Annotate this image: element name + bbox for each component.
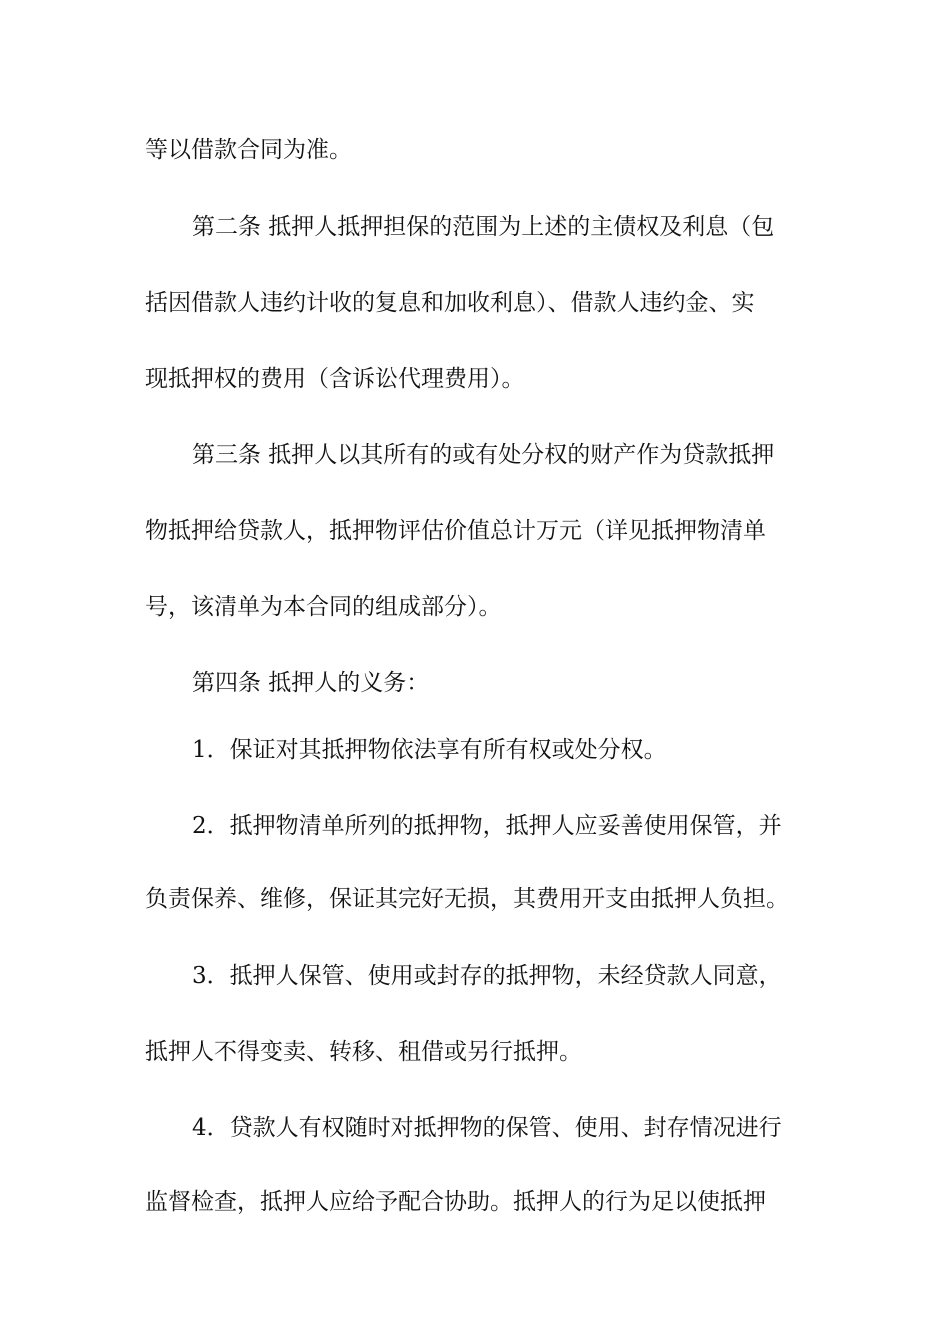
paragraph-line: 第三条 抵押人以其所有的或有处分权的财产作为贷款抵押 <box>192 442 775 468</box>
paragraph-line: 负责保养、维修，保证其完好无损，其费用开支由抵押人负担。 <box>145 886 789 912</box>
paragraph-line: 抵押人不得变卖、转移、租借或另行抵押。 <box>145 1039 582 1065</box>
paragraph-line: 第四条 抵押人的义务： <box>192 670 430 696</box>
paragraph-line: 物抵押给贷款人，抵押物评估价值总计万元（详见抵押物清单 <box>145 518 766 544</box>
paragraph-line: 括因借款人违约计收的复息和加收利息）、借款人违约金、实 <box>145 290 755 316</box>
paragraph-line: 4．贷款人有权随时对抵押物的保管、使用、封存情况进行 <box>192 1115 782 1141</box>
paragraph-line: 第二条 抵押人抵押担保的范围为上述的主债权及利息（包 <box>192 214 775 240</box>
paragraph-line: 2．抵押物清单所列的抵押物，抵押人应妥善使用保管，并 <box>192 813 782 839</box>
paragraph-line: 1．保证对其抵押物依法享有所有权或处分权。 <box>192 737 667 763</box>
paragraph-line: 号，该清单为本合同的组成部分）。 <box>145 594 502 620</box>
paragraph-line: 监督检查，抵押人应给予配合协助。抵押人的行为足以使抵押 <box>145 1189 766 1215</box>
paragraph-line: 现抵押权的费用（含诉讼代理费用）。 <box>145 366 525 392</box>
paragraph-line: 3．抵押人保管、使用或封存的抵押物，未经贷款人同意， <box>192 963 782 989</box>
paragraph-line: 等以借款合同为准。 <box>145 137 352 163</box>
